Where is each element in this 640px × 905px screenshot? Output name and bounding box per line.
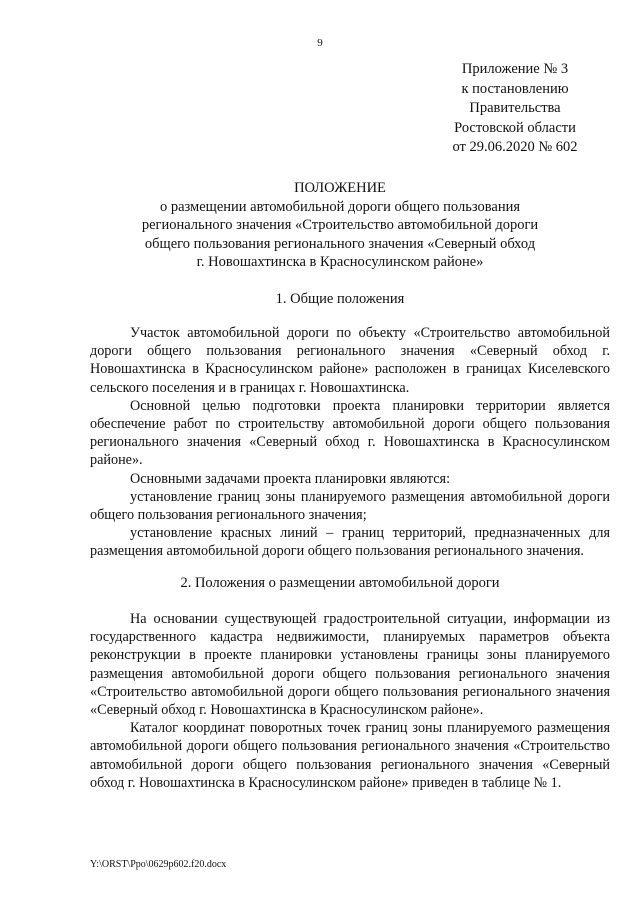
paragraph: На основании существующей градостроительной ситуации, информации из государственного кадастра недвижимости, планируемых параметров объекта реконструкции в проекте планировки установлены границы зоны планируемого размещения автомобильной дороги общего пользования регионального значения «Строительство автомобильной дороги общего пользования регионального значения «Северный обход г. Новошахтинска в Красносулинском районе». bbox=[90, 611, 610, 719]
paragraph: Участок автомобильной дороги по объекту «Строительство автомобильной дороги общего пользования регионального значения «Северный обход г. Новошахтинска в Красносулинском районе» расположен в границах Киселевского сельского поселения и в границах г. Новошахтинска. bbox=[90, 325, 610, 396]
section-2-body bbox=[90, 610, 610, 792]
page-number: 9 bbox=[317, 37, 323, 49]
paragraph: Каталог координат поворотных точек границ зоны планируемого размещения автомобильной дороги общего пользования регионального значения «Строительство автомобильной дороги общего пользования регионального значения «Северный обход г. Новошахтинска в Красносулинском районе» приведен в таблице № 1. bbox=[90, 720, 610, 791]
appendix-line: Правительства bbox=[469, 100, 561, 116]
title-line: регионального значения «Строительство автомобильной дороги bbox=[141, 217, 539, 233]
appendix-line: от 29.06.2020 № 602 bbox=[452, 139, 578, 155]
paragraph: установление границ зоны планируемого размещения автомобильной дороги общего пользования регионального значения; bbox=[90, 488, 610, 524]
appendix-line: Ростовской области bbox=[454, 119, 576, 136]
section-1-body bbox=[90, 324, 610, 561]
title-heading: ПОЛОЖЕНИЕ bbox=[294, 180, 386, 196]
title-line: г. Новошахтинска в Красносулинском районе» bbox=[196, 254, 484, 270]
appendix-line: к постановлению bbox=[461, 80, 569, 97]
document-title bbox=[90, 179, 590, 272]
section-2-heading: 2. Положения о размещении автомобильной дороги bbox=[180, 575, 500, 591]
section-1-heading: 1. Общие положения bbox=[275, 291, 405, 307]
appendix-block bbox=[440, 60, 590, 158]
footer-file-path: Y:\ORST\Ppo\0629p602.f20.docx bbox=[90, 859, 227, 870]
title-line: о размещении автомобильной дороги общего пользования bbox=[159, 198, 521, 215]
paragraph: Основной целью подготовки проекта планировки территории является обеспечение работ по строительству автомобильной дороги общего пользования регионального значения «Северный обход г. Новошахтинска в Красносулинском районе». bbox=[90, 397, 610, 469]
appendix-line: Приложение № 3 bbox=[461, 61, 569, 77]
paragraph: установление красных линий – границ территорий, предназначенных для размещения автомобильной дороги общего пользования регионального значения. bbox=[90, 525, 610, 560]
title-line: общего пользования регионального значения «Северный обход bbox=[144, 235, 536, 252]
paragraph: Основными задачами проекта планировки являются: bbox=[130, 470, 451, 487]
